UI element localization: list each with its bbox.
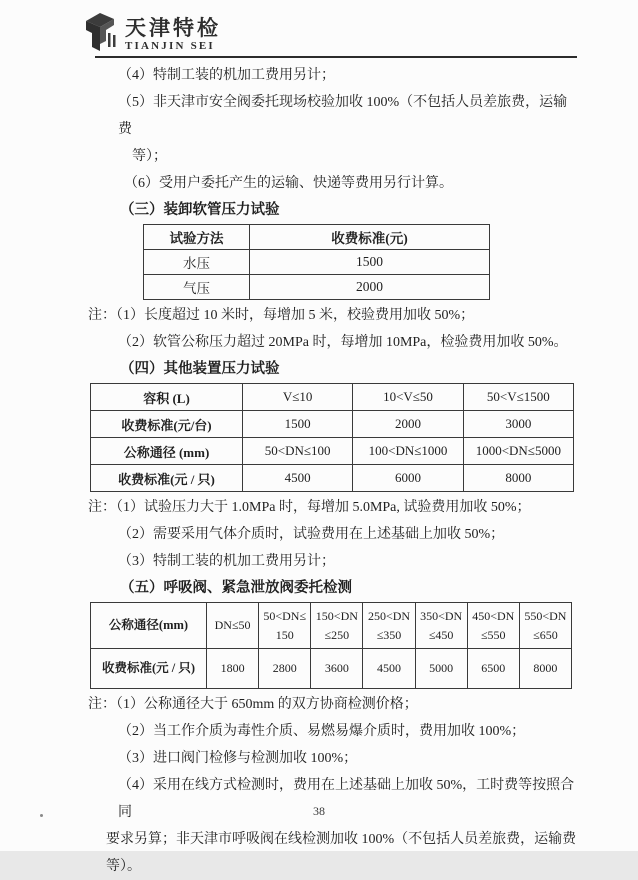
table-cell: 2000 [250, 275, 490, 300]
table-row [91, 384, 574, 411]
table-cell: 水压 [144, 250, 250, 275]
table-cell: V≤10 [243, 384, 353, 411]
table-cell: 2000 [353, 411, 463, 438]
table-cell: 3600 [311, 649, 363, 689]
table-header-cell: 公称通径(mm) [91, 603, 207, 649]
table-cell: 50<V≤1500 [463, 384, 573, 411]
table-cell: 气压 [144, 275, 250, 300]
table-row [91, 603, 572, 649]
note-line: （2）软管公称压力超过 20MPa 时，每增加 10MPa，检验费用加收 50%。 [118, 335, 568, 350]
table-header-cell: 收费标准(元) [250, 225, 490, 250]
table-header-cell: 容积 (L) [91, 384, 243, 411]
table-cell: 6000 [353, 465, 463, 492]
logo-title: 天津特检 [125, 16, 221, 40]
list-item-5-continuation: 等）； [132, 149, 167, 164]
note-line: （3）特制工装的机加工费用另计； [118, 554, 335, 569]
logo-text [125, 16, 221, 53]
table-cell: 1500 [243, 411, 353, 438]
table-header-cell: 250<DN≤350 [363, 603, 415, 649]
table-header-cell: 试验方法 [144, 225, 250, 250]
table-cell: 6500 [467, 649, 519, 689]
other-device-pressure-test-table [90, 383, 574, 492]
page-number: 38 [313, 804, 325, 818]
note-line: （3）进口阀门检修与检测加收 100%； [118, 751, 358, 766]
document-body [0, 57, 638, 880]
table-row [91, 411, 574, 438]
table-cell: 5000 [415, 649, 467, 689]
section-5-heading: （五）呼吸阀、紧急泄放阀委托检测 [120, 580, 352, 596]
note-line: 注：（1）公称通径大于 650mm 的双方协商检测价格； [88, 697, 418, 712]
table-row [91, 649, 572, 689]
note-line: 注：（1）长度超过 10 米时，每增加 5 米，校验费用加收 50%； [88, 308, 475, 323]
table-header-cell: 450<DN≤550 [467, 603, 519, 649]
table-cell: 1500 [250, 250, 490, 275]
note-line: （4）采用在线方式检测时，费用在上述基础上加收 50%，工时费等按照合同 [118, 778, 575, 820]
logo [84, 11, 221, 58]
page-header [0, 0, 638, 57]
note-line: 注：（1）试验压力大于 1.0MPa 时，每增加 5.0MPa, 试验费用加收 50%； [88, 500, 531, 515]
table-header-cell: 50<DN≤150 [259, 603, 311, 649]
breather-valve-test-table [90, 602, 572, 689]
table-header-cell: 150<DN≤250 [311, 603, 363, 649]
table-header-cell: 收费标准(元 / 只) [91, 649, 207, 689]
table-row [91, 438, 574, 465]
table-cell: 8000 [519, 649, 571, 689]
table-header-cell: DN≤50 [207, 603, 259, 649]
note-line: 要求另算；非天津市呼吸阀在线检测加收 100%（不包括人员差旅费，运输费 [106, 832, 577, 847]
table-header-cell: 收费标准(元/台) [91, 411, 243, 438]
table-cell: 3000 [463, 411, 573, 438]
table-cell: 4500 [363, 649, 415, 689]
header-rule [95, 56, 577, 58]
table-cell: 100<DN≤1000 [353, 438, 463, 465]
table-header-cell: 收费标准(元 / 只) [91, 465, 243, 492]
table-cell: 2800 [259, 649, 311, 689]
tianjin-sei-logo-icon [84, 11, 118, 58]
section-4-heading: （四）其他装置压力试验 [120, 361, 280, 377]
section-3-heading: （三）装卸软管压力试验 [120, 202, 280, 218]
table-header-cell: 350<DN≤450 [415, 603, 467, 649]
table-row [144, 250, 490, 275]
list-item-5: （5）非天津市安全阀委托现场校验加收 100%（不包括人员差旅费，运输费 [118, 95, 568, 137]
table-cell: 4500 [243, 465, 353, 492]
list-item-4: （4）特制工装的机加工费用另计； [118, 68, 335, 83]
logo-subtitle: TIANJIN SEI [125, 40, 215, 52]
scan-speck [40, 814, 43, 817]
note-line: （2）当工作介质为毒性介质、易燃易爆介质时，费用加收 100%； [118, 724, 526, 739]
table-cell: 10<V≤50 [353, 384, 463, 411]
hose-pressure-test-table [143, 224, 490, 300]
list-item-6: （6）受用户委托产生的运输、快递等费用另行计算。 [124, 176, 453, 191]
table-cell: 50<DN≤100 [243, 438, 353, 465]
note-line: 等）。 [106, 859, 141, 874]
table-row [144, 275, 490, 300]
table-cell: 1800 [207, 649, 259, 689]
table-header-cell: 550<DN≤650 [519, 603, 571, 649]
note-line: （2）需要采用气体介质时，试验费用在上述基础上加收 50%； [118, 527, 505, 542]
table-row [144, 225, 490, 250]
table-row [91, 465, 574, 492]
table-header-cell: 公称通径 (mm) [91, 438, 243, 465]
table-cell: 1000<DN≤5000 [463, 438, 573, 465]
table-cell: 8000 [463, 465, 573, 492]
